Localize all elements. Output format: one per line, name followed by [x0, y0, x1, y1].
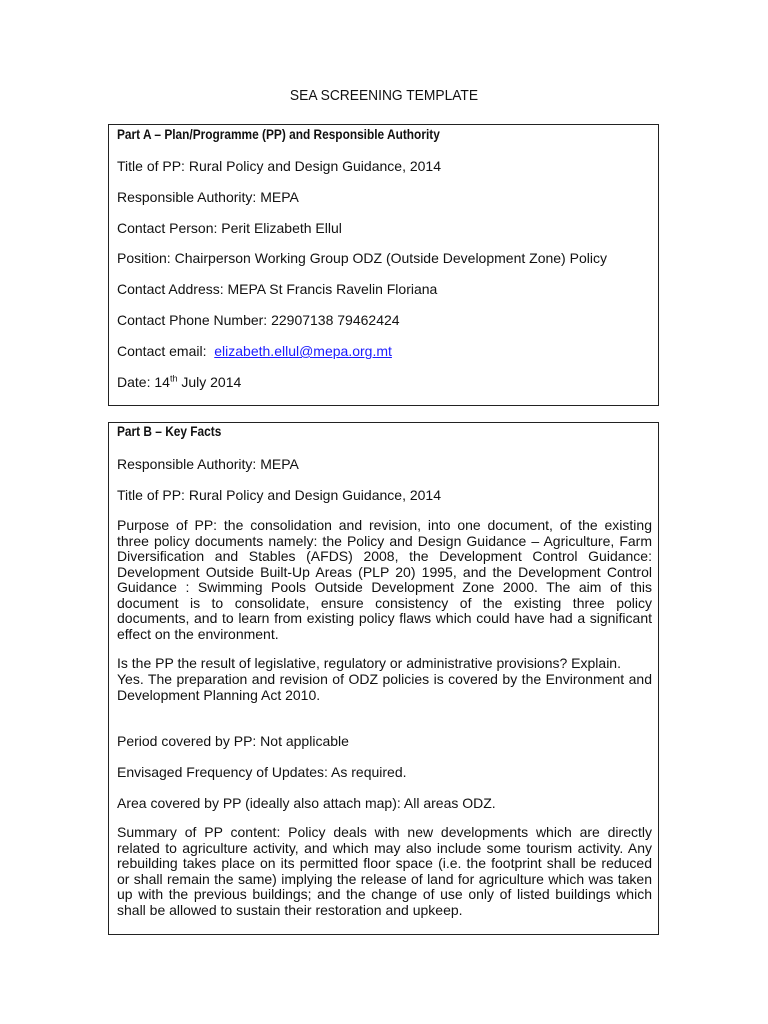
- part-a-contact-person: Contact Person: Perit Elizabeth Ellul: [117, 220, 342, 236]
- part-a-contact-phone: Contact Phone Number: 22907138 79462424: [117, 312, 400, 328]
- part-a-contact-email-row: [117, 343, 392, 359]
- part-a-date: [117, 374, 241, 390]
- contact-email-label: Contact email:: [117, 343, 215, 359]
- part-b-summary: Summary of PP content: Policy deals with new developments which are directly related to agriculture activity, and which may also include some tourism activity. Any rebuilding takes place on its permitted floor space (i.e. the footprint shall be reduced or shall remain the same) implying the release of land for agriculture which was taken up with the previous buildings; and the change of use only of listed buildings which shall be allowed to sustain their restoration and upkeep.: [117, 824, 652, 918]
- date-prefix: Date: 14: [117, 374, 170, 390]
- part-b-frequency: Envisaged Frequency of Updates: As required.: [117, 764, 407, 780]
- part-b-heading: Part B – Key Facts: [117, 424, 222, 439]
- part-b-title-of-pp: Title of PP: Rural Policy and Design Guidance, 2014: [117, 487, 441, 503]
- part-a-contact-address: Contact Address: MEPA St Francis Ravelin Floriana: [117, 281, 438, 297]
- part-a-box: [108, 124, 659, 406]
- part-a-responsible-authority: Responsible Authority: MEPA: [117, 189, 299, 205]
- part-b-legislative-answer: Yes. The preparation and revision of ODZ policies is covered by the Environment and Development Planning Act 2010.: [117, 671, 652, 703]
- part-b-period: Period covered by PP: Not applicable: [117, 733, 349, 749]
- part-b-responsible-authority: Responsible Authority: MEPA: [117, 456, 299, 472]
- date-suffix: July 2014: [177, 374, 242, 390]
- part-b-purpose: Purpose of PP: the consolidation and revision, into one document, of the existing three policy documents namely: the Policy and Design Guidance – Agriculture, Farm Diversification and Stables (AFDS) 2008, the Development Control Guidance: Development Outside Built-Up Areas (PLP 20) 1995, and the Development Control Guidance : Swimming Pools Outside Development Zone 2000. The aim of this document is to consolidate, ensure consistency of the existing three policy documents, and to learn from existing policy flaws which could have had a significant effect on the environment.: [117, 517, 652, 642]
- part-a-heading: Part A – Plan/Programme (PP) and Responsible Authority: [117, 127, 440, 142]
- part-b-legislative-question: Is the PP the result of legislative, regulatory or administrative provisions? Explain.: [117, 655, 621, 671]
- part-b-area: Area covered by PP (ideally also attach map): All areas ODZ.: [117, 795, 496, 811]
- contact-email-link[interactable]: elizabeth.ellul@mepa.org.mt: [214, 343, 392, 359]
- date-superscript: th: [169, 373, 178, 384]
- document-title: SEA SCREENING TEMPLATE: [289, 87, 479, 104]
- part-a-position: Position: Chairperson Working Group ODZ (Outside Development Zone) Policy: [117, 250, 607, 266]
- part-a-title-of-pp: Title of PP: Rural Policy and Design Guidance, 2014: [117, 158, 441, 174]
- part-b-box: [108, 422, 659, 935]
